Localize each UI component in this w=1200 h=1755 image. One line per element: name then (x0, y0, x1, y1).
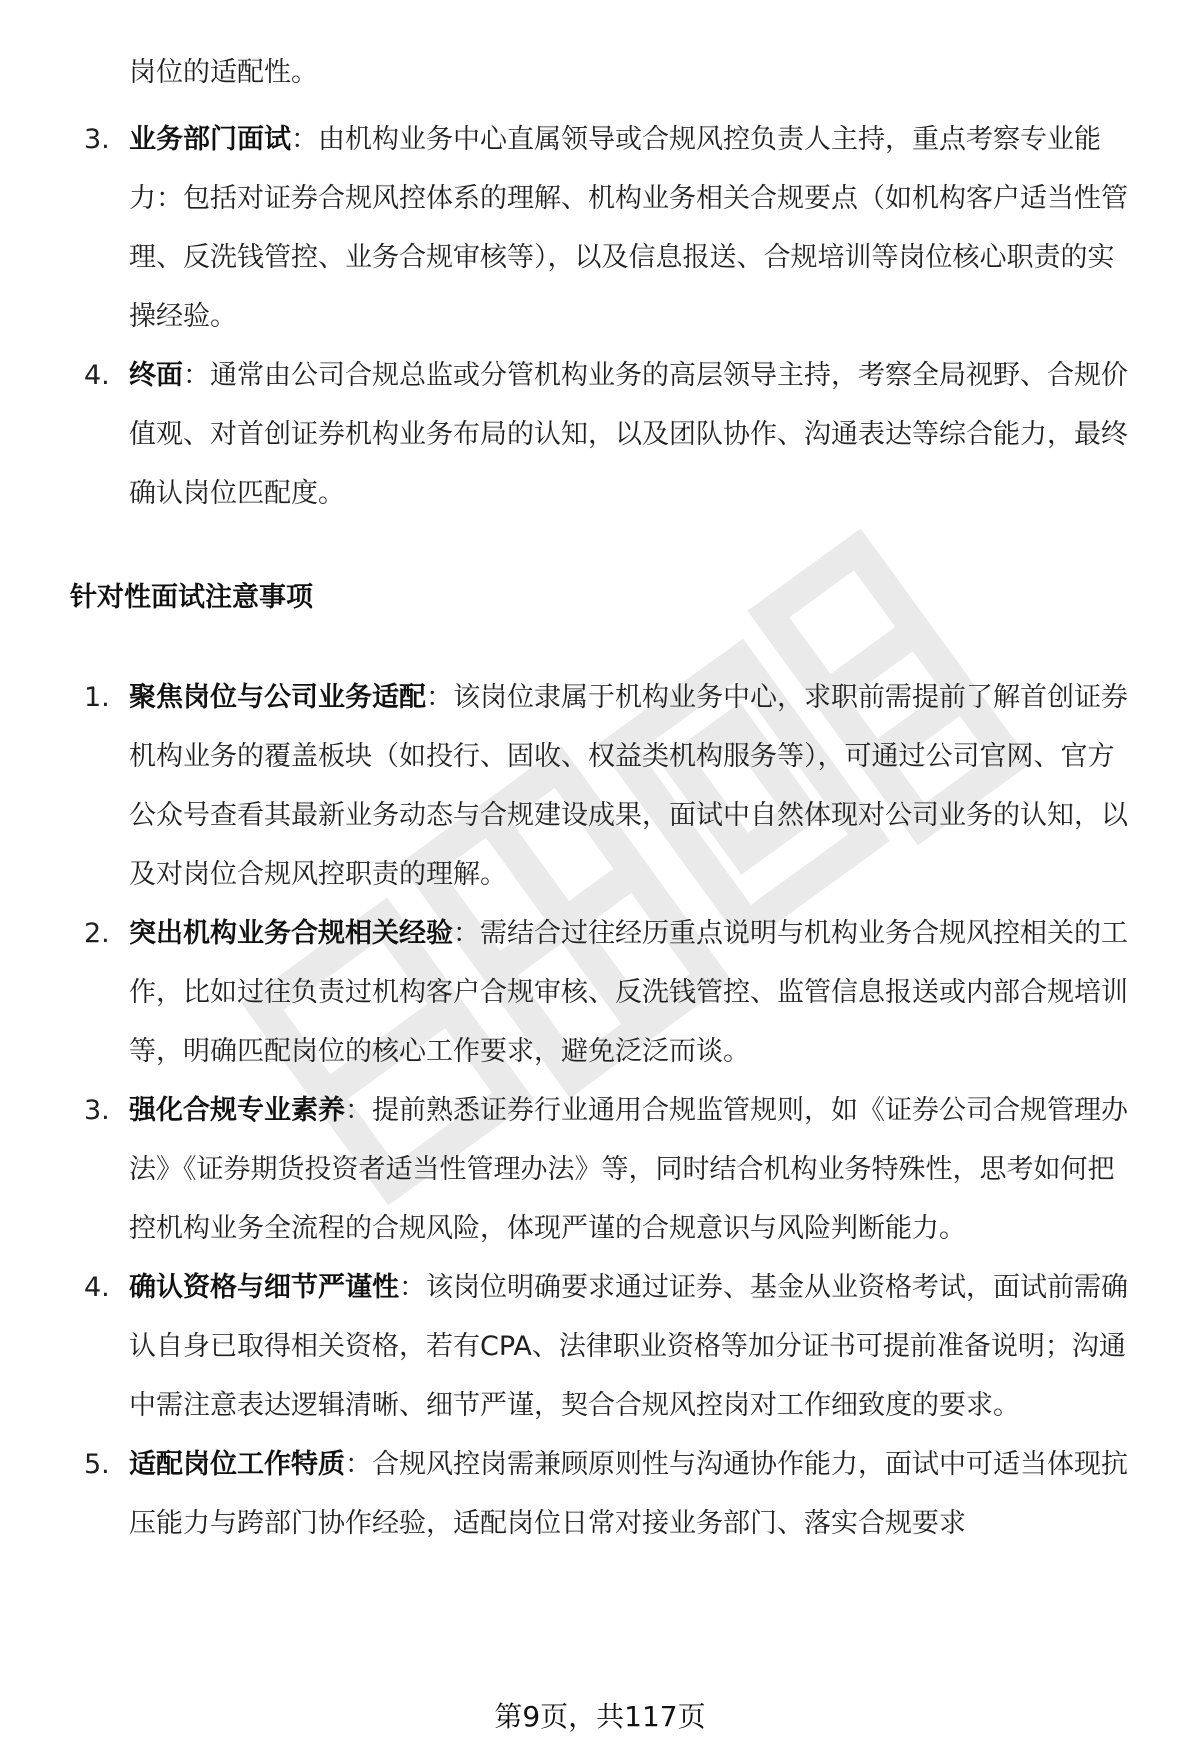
interview-tips-list (0, 668, 1200, 1553)
list-item (0, 668, 1200, 904)
page-number: 第9页，共117页 (494, 1700, 706, 1733)
item-heading: 突出机构业务合规相关经验 (129, 918, 453, 949)
section-title: 针对性面试注意事项 (70, 582, 313, 613)
continued-text: 岗位的适配性。 (129, 57, 318, 88)
item-heading: 强化合规专业素养 (129, 1095, 345, 1126)
item-text: ：通常由公司合规总监或分管机构业务的高层领导主持，考察全局视野、合规价值观、对首创证券机构业务布局的认知，以及团队协作、沟通表达等综合能力，最终确认岗位匹配度。 (129, 360, 1128, 509)
item-text: ：需结合过往经历重点说明与机构业务合规风控相关的工作，比如过往负责过机构客户合规审核、反洗钱管控、监管信息报送或内部合规培训等，明确匹配岗位的核心工作要求，避免泛泛而谈。 (129, 918, 1128, 1067)
item-number: 3. (84, 1095, 110, 1126)
item-heading: 聚焦岗位与公司业务适配 (129, 682, 426, 713)
item-text: ：合规风控岗需兼顾原则性与沟通协作能力，面试中可适当体现抗压能力与跨部门协作经验，适配岗位日常对接业务部门、落实合规要求 (129, 1449, 1128, 1539)
list-item (0, 904, 1200, 1081)
item-number: 4. (84, 360, 110, 391)
list-item (0, 1081, 1200, 1258)
interview-stage-list (0, 110, 1200, 523)
item-number: 2. (84, 918, 110, 949)
item-number: 1. (84, 682, 110, 713)
item-text: ：该岗位隶属于机构业务中心，求职前需提前了解首创证券机构业务的覆盖板块（如投行、固收、权益类机构服务等），可通过公司官网、官方公众号查看其最新业务动态与合规建设成果，面试中自然体现对公司业务的认知，以及对岗位合规风控职责的理解。 (129, 682, 1128, 890)
list-item (0, 346, 1200, 523)
item-number: 3. (84, 124, 110, 155)
item-heading: 终面 (129, 360, 183, 391)
item-heading: 确认资格与细节严谨性 (129, 1272, 399, 1303)
item-heading: 业务部门面试 (129, 124, 291, 155)
item-text: ：该岗位明确要求通过证券、基金从业资格考试，面试前需确认自身已取得相关资格，若有CPA、法律职业资格等加分证书可提前准备说明；沟通中需注意表达逻辑清晰、细节严谨，契合合规风控岗对工作细致度的要求。 (129, 1272, 1128, 1421)
item-text: ：提前熟悉证券行业通用合规监管规则，如《证券公司合规管理办法》《证券期货投资者适当性管理办法》等，同时结合机构业务特殊性，思考如何把控机构业务全流程的合规风险，体现严谨的合规意识与风险判断能力。 (129, 1095, 1128, 1244)
list-item (0, 1258, 1200, 1435)
item-text: ：由机构业务中心直属领导或合规风控负责人主持，重点考察专业能力：包括对证券合规风控体系的理解、机构业务相关合规要点（如机构客户适当性管理、反洗钱管控、业务合规审核等），以及信息报送、合规培训等岗位核心职责的实操经验。 (129, 124, 1128, 332)
item-number: 4. (84, 1272, 110, 1303)
item-heading: 适配岗位工作特质 (129, 1449, 345, 1480)
item-number: 5. (84, 1449, 110, 1480)
list-item (0, 110, 1200, 346)
list-item (0, 1435, 1200, 1553)
